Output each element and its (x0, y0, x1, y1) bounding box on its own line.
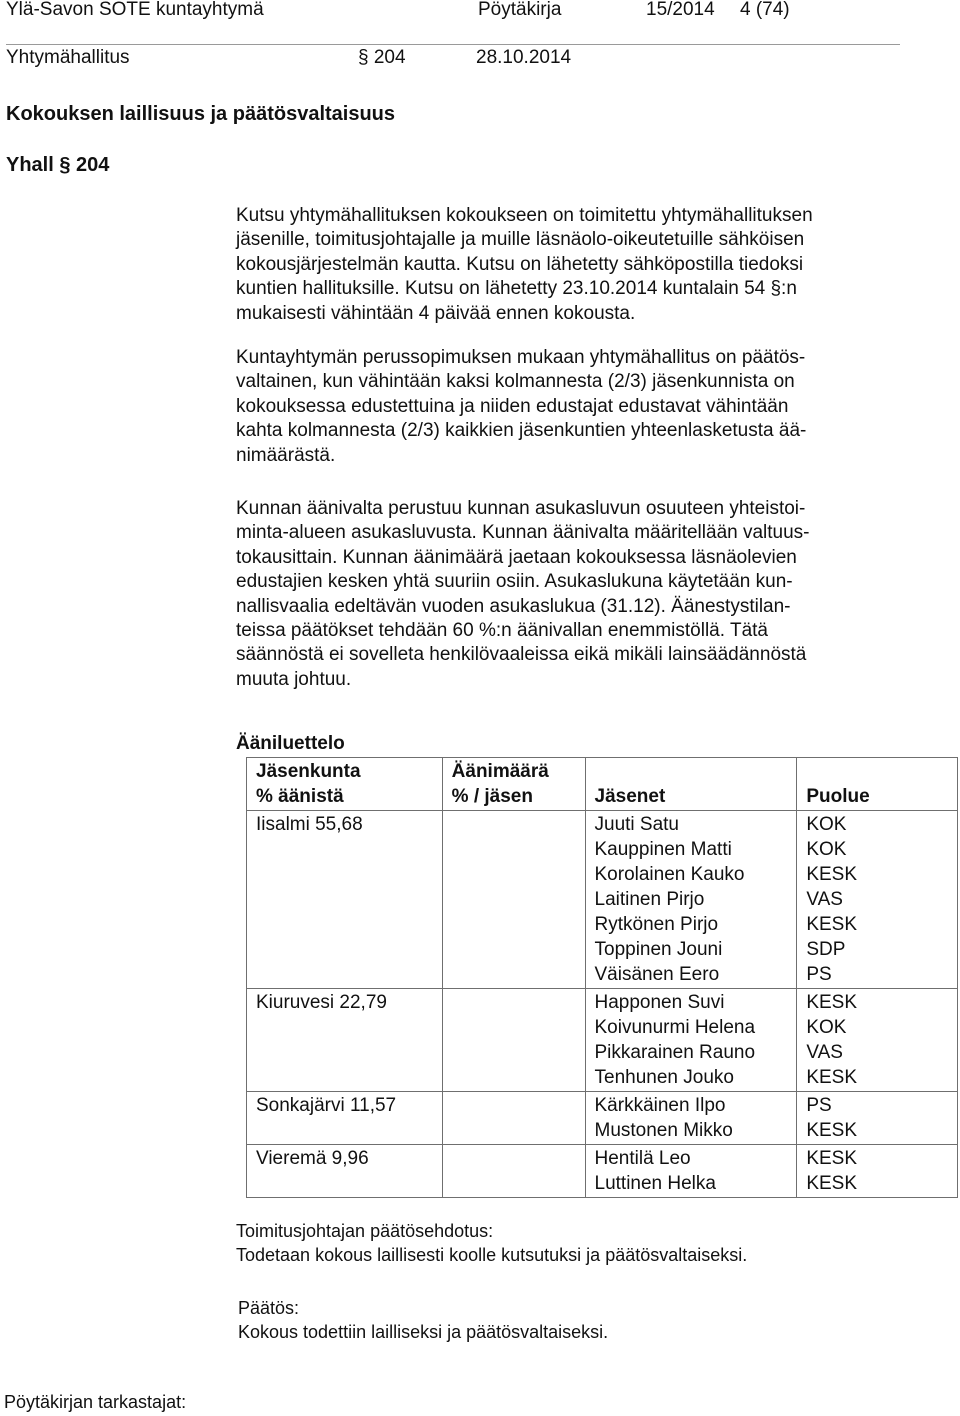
header-line: Äänimäärä (451, 761, 549, 782)
party-code: KESK (806, 1067, 858, 1088)
member-name: Juuti Satu (594, 814, 679, 835)
paragraph-quorum (236, 346, 896, 468)
text-line: Kuntayhtymän perussopimuksen mukaan yhtymähallitus on päätös- (236, 347, 806, 368)
party-code: KOK (806, 1017, 847, 1038)
member-name: Tenhunen Jouko (594, 1067, 734, 1088)
votes-per-member-cell (442, 1145, 585, 1198)
meeting-date: 28.10.2014 (476, 47, 572, 68)
text-line: nimäärästä. (236, 444, 336, 466)
table-header-row (247, 758, 958, 811)
text-line: teissa päätökset tehdään 60 %:n äänivallan enemmistöllä. Tätä (236, 620, 768, 642)
text-line: nallisvaalia edeltävän vuoden asukaslukua (31.12). Äänestystilan- (236, 595, 791, 617)
header-line: % äänistä (256, 786, 344, 807)
header-divider (6, 44, 900, 45)
section-title: Kokouksen laillisuus ja päätösvaltaisuus (6, 103, 396, 125)
decision-text: Kokous todettiin lailliseksi ja päätösvaltaiseksi. (238, 1322, 609, 1342)
column-header-votes-per-member (442, 758, 585, 811)
text-line: jäsenille, toimitusjohtajalle ja muille läsnäolo-oikeutetuille sähköisen (236, 229, 805, 251)
column-header-members: Jäsenet (585, 758, 797, 811)
party-code: VAS (806, 889, 843, 910)
members-cell (585, 1092, 797, 1145)
votes-per-member-cell (442, 1092, 585, 1145)
text-line: muuta johtuu. (236, 668, 352, 690)
text-line: mukaisesti vähintään 4 päivää ennen kokousta. (236, 302, 636, 324)
party-code: KESK (806, 864, 858, 885)
party-code: KOK (806, 814, 847, 835)
organization-name: Ylä-Savon SOTE kuntayhtymä (6, 0, 264, 20)
member-name: Hentilä Leo (594, 1148, 691, 1169)
municipality-cell: Sonkajärvi 11,57 (247, 1092, 443, 1145)
party-code: PS (806, 1095, 832, 1116)
text-line: minta-alueen asukasluvusta. Kunnan äänivalta määritellään valtuus- (236, 522, 810, 544)
table-row (247, 1145, 958, 1198)
members-cell (585, 989, 797, 1092)
page-number: 4 (74) (740, 0, 790, 20)
body-name: Yhtymähallitus (6, 47, 130, 68)
member-name: Pikkarainen Rauno (594, 1042, 756, 1063)
text-line: valtainen, kun vähintään kaksi kolmannesta (2/3) jäsenkunnista on (236, 371, 795, 393)
party-code: KESK (806, 1173, 858, 1194)
member-name: Toppinen Jouni (594, 939, 723, 960)
member-name: Rytkönen Pirjo (594, 914, 719, 935)
text-line: kuntien hallituksille. Kutsu on lähetetty 23.10.2014 kuntalain 54 §:n (236, 278, 797, 300)
party-code: PS (806, 964, 832, 985)
party-code: KESK (806, 1148, 858, 1169)
party-code: KESK (806, 1120, 858, 1141)
party-cell (797, 1092, 958, 1145)
document-type: Pöytäkirja (478, 0, 562, 20)
party-code: SDP (806, 939, 846, 960)
table-row (247, 811, 958, 989)
inspectors-label: Pöytäkirjan tarkastajat: (4, 1392, 187, 1412)
member-name: Kärkkäinen Ilpo (594, 1095, 726, 1116)
paragraph-invitation (236, 204, 896, 326)
party-code: VAS (806, 1042, 843, 1063)
member-name: Väisänen Eero (594, 964, 720, 985)
text-line: Kunnan äänivalta perustuu kunnan asukasluvun osuuteen yhteistoi- (236, 498, 806, 519)
member-name: Luttinen Helka (594, 1173, 716, 1194)
text-line: kokouksessa edustettuina ja niiden edustajat edustavat vähintään (236, 395, 789, 417)
text-line: Kutsu yhtymähallituksen kokoukseen on toimitettu yhtymähallituksen (236, 205, 813, 226)
proposal-text: Todetaan kokous laillisesti koolle kutsutuksi ja päätösvaltaiseksi. (236, 1245, 748, 1265)
column-header-municipality (247, 758, 443, 811)
text-line: kahta kolmannesta (2/3) kaikkien jäsenkuntien yhteenlasketusta ää- (236, 420, 807, 442)
table-row (247, 1092, 958, 1145)
votes-per-member-cell (442, 989, 585, 1092)
text-line: tokausittain. Kunnan äänimäärä jaetaan kokouksessa läsnäolevien (236, 546, 797, 568)
members-cell (585, 1145, 797, 1198)
column-header-party: Puolue (797, 758, 958, 811)
party-code: KESK (806, 914, 858, 935)
party-code: KESK (806, 992, 858, 1013)
municipality-cell: Iisalmi 55,68 (247, 811, 443, 989)
municipality-cell: Vieremä 9,96 (247, 1145, 443, 1198)
party-cell (797, 989, 958, 1092)
members-cell (585, 811, 797, 989)
proposal-label: Toimitusjohtajan päätösehdotus: (236, 1221, 494, 1241)
municipality-cell: Kiuruvesi 22,79 (247, 989, 443, 1092)
member-name: Korolainen Kauko (594, 864, 745, 885)
text-line: edustajien kesken yhtä suuriin osiin. Asukaslukuna käytetään kun- (236, 571, 793, 593)
member-name: Happonen Suvi (594, 992, 725, 1013)
section-reference: Yhall § 204 (6, 154, 110, 176)
paragraph-voting-power (236, 497, 896, 692)
document-number: 15/2014 (646, 0, 715, 20)
section-number: § 204 (358, 47, 406, 68)
votes-per-member-cell (442, 811, 585, 989)
header-line: Jäsenkunta (256, 761, 361, 782)
header-line: % / jäsen (451, 786, 533, 807)
party-code: KOK (806, 839, 847, 860)
vote-list-title: Ääniluettelo (236, 733, 345, 754)
member-name: Koivunurmi Helena (594, 1017, 756, 1038)
decision-label: Päätös: (238, 1298, 300, 1318)
member-name: Mustonen Mikko (594, 1120, 733, 1141)
text-line: säännöstä ei sovelleta henkilövaaleissa eikä mikäli lainsäädännöstä (236, 644, 807, 666)
party-cell (797, 1145, 958, 1198)
vote-list-table (246, 757, 958, 1198)
member-name: Laitinen Pirjo (594, 889, 705, 910)
member-name: Kauppinen Matti (594, 839, 732, 860)
table-row (247, 989, 958, 1092)
party-cell (797, 811, 958, 989)
text-line: kokousjärjestelmän kautta. Kutsu on lähetetty sähköpostilla tiedoksi (236, 253, 804, 275)
